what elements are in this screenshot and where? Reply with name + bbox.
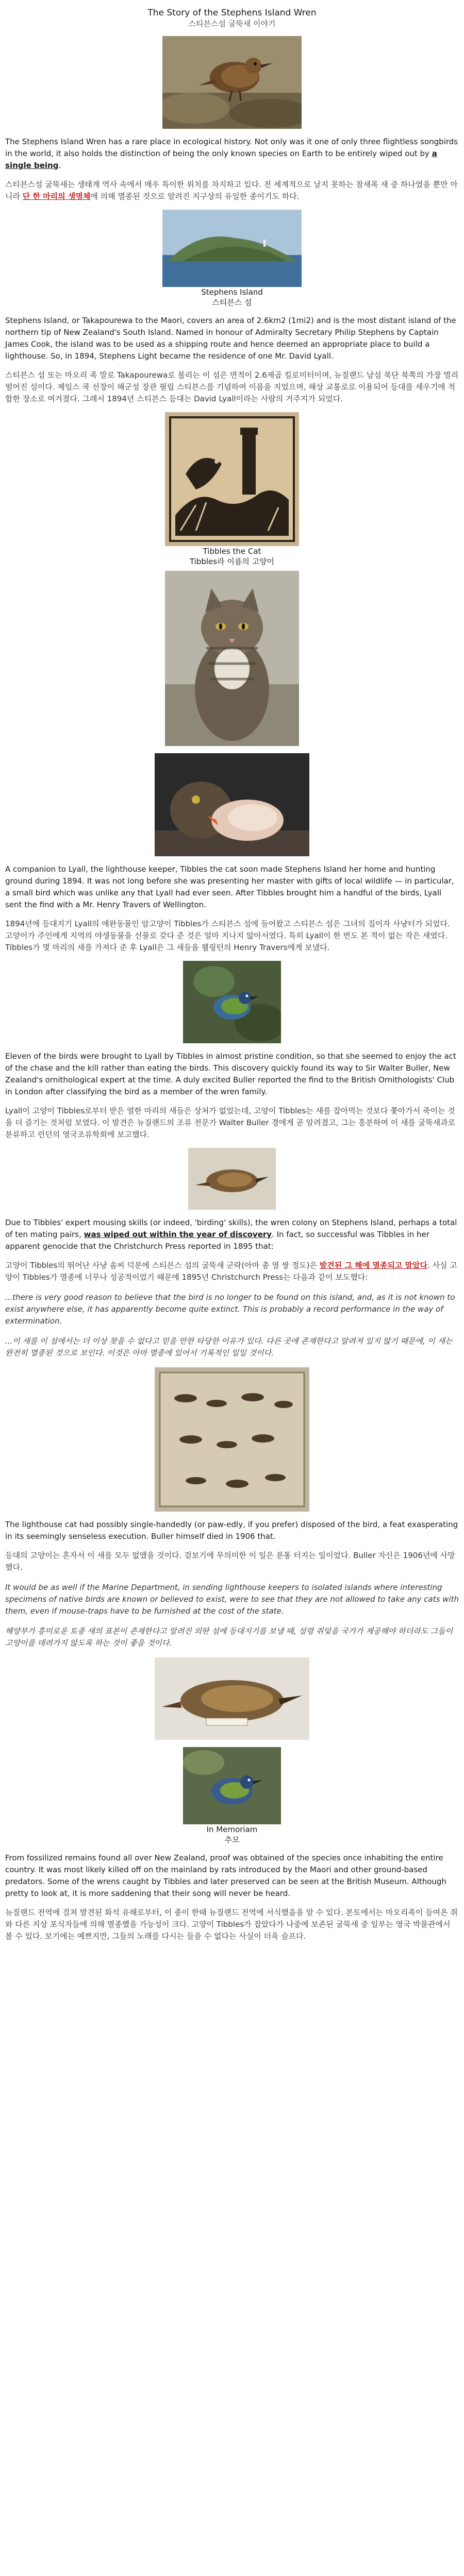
island-caption-korean: 스티븐스 섬: [212, 298, 252, 307]
tibbles-caption-korean: Tibbles라 이름의 고양이: [189, 557, 275, 566]
intro-text-2: .: [58, 161, 61, 170]
extinction-text-kr-2: . 사실 고양이 Tibbles가 멸종에 너무나 성공적이었기 때문에 1895년 Christchurch Press는 다음과 같이 보도했다:: [5, 1261, 457, 1282]
intro-emphasis: a single being: [5, 149, 437, 170]
extinction-paragraph: [0, 1217, 464, 1252]
stephens-island-photo: [162, 210, 302, 287]
memoriam-caption: In Memoriam: [206, 1825, 258, 1834]
intro-emphasis-kr: 단 한 마리의 생명체: [22, 192, 91, 201]
extinction-text-kr-1: 고양이 Tibbles의 뛰어난 사냥 솜씨 덕분에 스티븐스 섬의 굴뚝새 군락(아마 총 열 쌍 정도)은: [5, 1261, 320, 1270]
buller-quote-korean: 해양부가 흥미로운 토종 새의 표본이 존재한다고 알려진 외딴 섬에 등대지기를 보낼 때, 설령 쥐덫을 국가가 제공해야 하더라도 그들이 고양이를 데려가지 않도록 하는 것이 좋을 것이다.: [5, 1626, 453, 1648]
intro-paragraph: [0, 136, 464, 172]
article-title: The Story of the Stephens Island Wren: [147, 8, 317, 18]
tibbles-paragraph: A companion to Lyall, the lighthouse keeper, Tibbles the cat soon made Stephens Island her home and hunting ground during 1894. It was not long before she was presenting her master with gifts of local wildlife — in particular, a small bird which was unlike any that Lyall had ever seen. After Tibbles brought him a handful of the birds, Lyall sent the find with a Mr. Henry Travers of Wellington.: [5, 865, 454, 909]
eleven-birds-paragraph-korean: Lyall이 고양이 Tibbles로부터 받은 열한 마리의 새들은 상처가 없었는데, 고양이 Tibbles는 새를 잡아먹는 것보다 쫓아가서 죽이는 것을 더 즐기는 것처럼 보였다. 이 발견은 뉴질랜드의 조류 전문가 Walter Buller 경에게 곧 알려졌고, 그는 흥분하여 이 새를 굴뚝새과로 분류하고 런던의 영국조류학회에 보고했다.: [5, 1106, 456, 1139]
intro-text-kr-2: 에 의해 멸종된 것으로 알려진 지구상의 유일한 종이기도 하다.: [90, 192, 300, 201]
press-quote-korean: ...이 새를 이 섬에서는 더 이상 찾을 수 없다고 믿을 만한 타당한 이유가 있다. 다른 곳에 존재한다고 알려져 있지 않기 때문에, 이 새는 완전히 멸종된 것으로 보인다. 이것은 아마 멸종에 있어서 기록적인 일일 것이다.: [5, 1336, 453, 1358]
island-paragraph: Stephens Island, or Takapourewa to the Maori, covers an area of 2.6km2 (1mi2) and is the most distant island of the northern tip of New Zealand's South Island. Named in honour of Admiralty Secretary Philip Stephens by Captain James Cook, the island was to be used as a shipping route and hence deemed an appropriate place to build a lighthouse. So, in 1894, Stephens Light became the residence of one Mr. David Lyall.: [5, 316, 456, 361]
tibbles-paragraph-korean: 1894년에 등대지기 Lyall의 애완동물인 암고양이 Tibbles가 스티븐스 섬에 들어왔고 스티븐스 섬은 그녀의 집이자 사냥터가 되었다. 고양이가 주인에게 지역의 야생동물을 선물로 갖다 준 것은 얼마 지나지 않아서였다. 특히 Lyall이 한 번도 본 적이 없는 작은 새였다. Tibbles가 몇 마리의 새를 가져다 준 후 Lyall은 그 새들을 웰링턴의 Henry Travers에게 보냈다.: [5, 919, 450, 952]
woodcut-illustration: [165, 412, 299, 546]
press-quote: ...there is very good reason to believe that the bird is no longer to be found on this island, and, as it is not known to exist anywhere else, it has apparently become quite extinct. This is probably a record performance in the way of extermination.: [5, 1293, 455, 1326]
memoriam-paragraph-korean: 뉴질랜드 전역에 걸쳐 발견된 화석 유해로부터, 이 종이 한때 뉴질랜드 전역에 서식했음을 알 수 있다. 본토에서는 마오리족이 들여온 쥐와 다른 지상 포식자들에 의해 멸종했을 가능성이 크다. 고양이 Tibbles가 잡았다가 나중에 보존된 굴뚝새 중 일부는 영국 박물관에서 볼 수 있다. 보기에는 예쁘지만, 그들의 노래를 다시는 들을 수 없다는 사실이 더욱 슬프다.: [5, 1908, 458, 1941]
specimen-wren-photo: [188, 1148, 276, 1210]
memorial-wren-photo: [183, 1747, 281, 1824]
article-title-korean: 스티븐스섬 굴뚝새 이야기: [188, 19, 276, 28]
memoriam-caption-korean: 추모: [224, 1835, 240, 1844]
island-paragraph-korean: 스티븐스 섬 또는 마오리 족 말로 Takapourewa로 불리는 이 섬은 면적이 2.6제곱 킬로미터이며, 뉴질랜드 남섬 북단 북쪽의 가장 멀리 떨어진 섬이다. 제임스 쿡 선장이 해군성 장관 필립 스티븐스를 기념하여 이름을 지었으며, 해상 교통로로 이용되어 등대를 세우기에 적합한 장소로 여겨졌다. 그래서 1894년 스티븐스 등대는 David Lyall이라는 사람의 거주지가 되었다.: [5, 370, 459, 403]
memoriam-paragraph: From fossilized remains found all over New Zealand, proof was obtained of the species once inhabiting the entire country. It was most likely killed off on the mainland by rats introduced by the Maori and other ground-based predators. Some of the wrens caught by Tibbles and later preserved can be seen at the British Museum. Although pretty to look at, it is more saddening that their song will never be heard.: [5, 1853, 446, 1898]
lighthouse-paragraph: The lighthouse cat had possibly single-handedly (or paw-edly, if you prefer) disposed of the bird, a feat exasperating in its seemingly senseless execution. Buller himself died in 1906 that.: [5, 1520, 458, 1541]
island-caption: Stephens Island: [201, 287, 263, 297]
lighthouse-paragraph-korean: 등대의 고양이는 혼자서 이 새를 모두 없앴을 것이다. 겉보기에 무의미한 이 일은 분통 터지는 일이었다. Buller 자신은 1906년에 사망했다.: [5, 1551, 455, 1572]
intro-text-kr-1: 스티븐스섬 굴뚝새는 생태계 역사 속에서 매우 특이한 위치를 차지하고 있다. 전 세계적으로 날지 못하는 참새목 새 중 하나였을 뿐만 아니라: [5, 180, 458, 201]
extinction-emphasis: was wiped out within the year of discovery: [84, 1230, 272, 1239]
buller-quote: It would be as well if the Marine Department, in sending lighthouse keepers to isolated islands where interesting specimens of native birds are known or believed to exist, were to see that they are not allowed to take any cats with them, even if mouse-traps have to be furnished at the cost of the state.: [5, 1583, 459, 1616]
extinction-text-2: . In fact, so successful was Tibbles in her apparent genocide that the Christchurch Press reported in 1895 that:: [5, 1230, 429, 1251]
intro-paragraph-korean: [0, 179, 464, 202]
article: [0, 7, 464, 1942]
tabby-cat-photo: [165, 571, 299, 746]
museum-specimen-photo: [155, 1657, 309, 1740]
wren-photo-colorful: [183, 961, 281, 1043]
extinction-paragraph-korean: [0, 1260, 464, 1283]
extinction-emphasis-kr: 발견된 그 해에 멸종되고 말았다: [319, 1261, 428, 1270]
cat-with-bird-photo: [155, 753, 309, 856]
intro-text-1: The Stephens Island Wren has a rare place in ecological history. Not only was it one of only three flightless songbirds in the world, it also holds the distinction of being the only known species on Earth to be entirely wiped out by: [5, 137, 458, 158]
eleven-birds-paragraph: Eleven of the birds were brought to Lyall by Tibbles in almost pristine condition, so that she seemed to enjoy the act of the chase and the kill rather than eating the birds. This discovery quickly found its way to Sir Walter Buller, New Zealand's ornithological expert at the time. A duly excited Buller reported the find to the British Ornithologists' Club in London after classifying the bird as a member of the wren family.: [5, 1052, 456, 1096]
specimen-drawer-photo: [155, 1367, 309, 1512]
wren-photo-rock: [162, 36, 302, 129]
tibbles-caption: Tibbles the Cat: [203, 547, 261, 556]
extinction-text-1: Due to Tibbles' expert mousing skills (or indeed, 'birding' skills), the wren colony on Stephens Island, perhaps a total of ten mating pairs,: [5, 1218, 457, 1239]
